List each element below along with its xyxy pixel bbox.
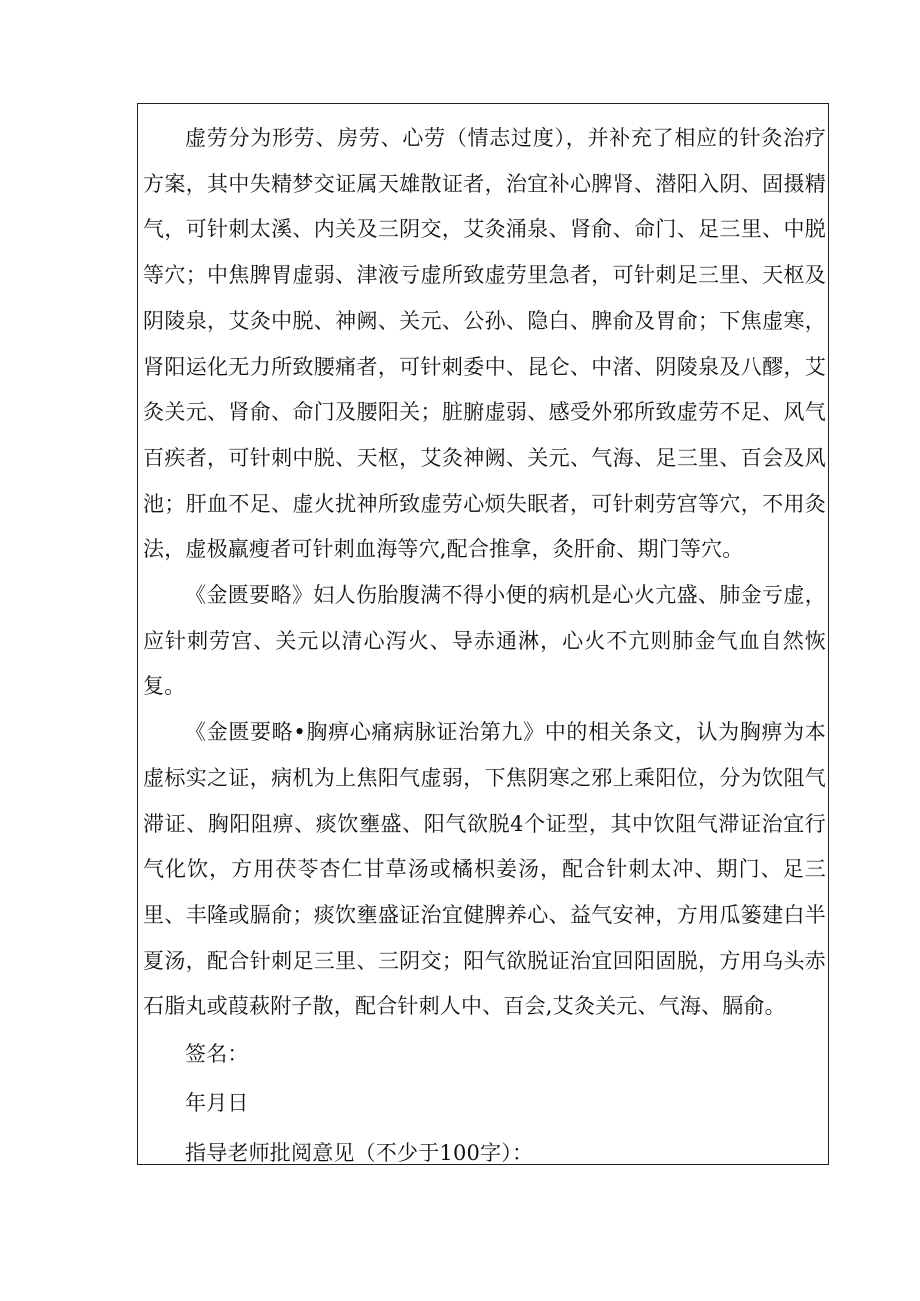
document-table-cell [137,103,829,1165]
teacher-review-label: 指导老师批阅意见（不少于100字）： [185,1141,534,1166]
signature-label: 签名： [185,1042,249,1067]
paragraph-xulao-acupuncture: 虚劳分为形劳、房劳、心劳（情志过度），并补充了相应的针灸治疗方案，其中失精梦交证属天雄散证者，治宜补心脾肾、潜阳入阴、固摄精气，可针刺太溪、内关及三阴交，艾灸涌泉、肾俞、命门、足三里、中脱等穴；中焦脾胃虚弱、津液亏虚所致虚劳里急者，可针刺足三里、天枢及阴陵泉，艾灸中脱、神阙、关元、公孙、隐白、脾俞及胃俞；下焦虚寒，肾阳运化无力所致腰痛者，可针刺委中、昆仑、中渚、阴陵泉及八醪，艾灸关元、肾俞、命门及腰阳关；脏腑虚弱、感受外邪所致虚劳不足、风气百疾者，可针刺中脱、天枢，艾灸神阙、关元、气海、足三里、百会及风池；肝血不足、虚火扰神所致虚劳心烦失眠者，可针刺劳宫等穴，不用灸法，虚极羸瘦者可针刺血海等穴,配合推拿，灸肝俞、期门等穴。 [143,126,826,562]
paragraph-pregnancy-urination: 《金匮要略》妇人伤胎腹满不得小便的病机是心火亢盛、肺金亏虚，应针刺劳宫、关元以清心泻火、导赤通淋，心火不亢则肺金气血自然恢复。 [143,583,826,699]
date-label: 年月日 [185,1090,249,1115]
paragraph-chest-bi: 《金匮要略•胸痹心痛病脉证治第九》中的相关条文，认为胸痹为本虚标实之证，病机为上焦阳气虚弱，下焦阴寒之邪上乘阳位，分为饮阻气滞证、胸阳阻痹、痰饮壅盛、阳气欲脱4个证型，其中饮阻气滞证治宜行气化饮，方用茯苓杏仁甘草汤或橘枳姜汤，配合针刺太冲、期门、足三里、丰隆或膈俞；痰饮壅盛证治宜健脾养心、益气安神，方用瓜篓建白半夏汤，配合针刺足三里、三阴交；阳气欲脱证治宜回阳固脱，方用乌头赤石脂丸或葭萩附子散，配合针刺人中、百会,艾灸关元、气海、膈俞。 [143,720,826,1019]
